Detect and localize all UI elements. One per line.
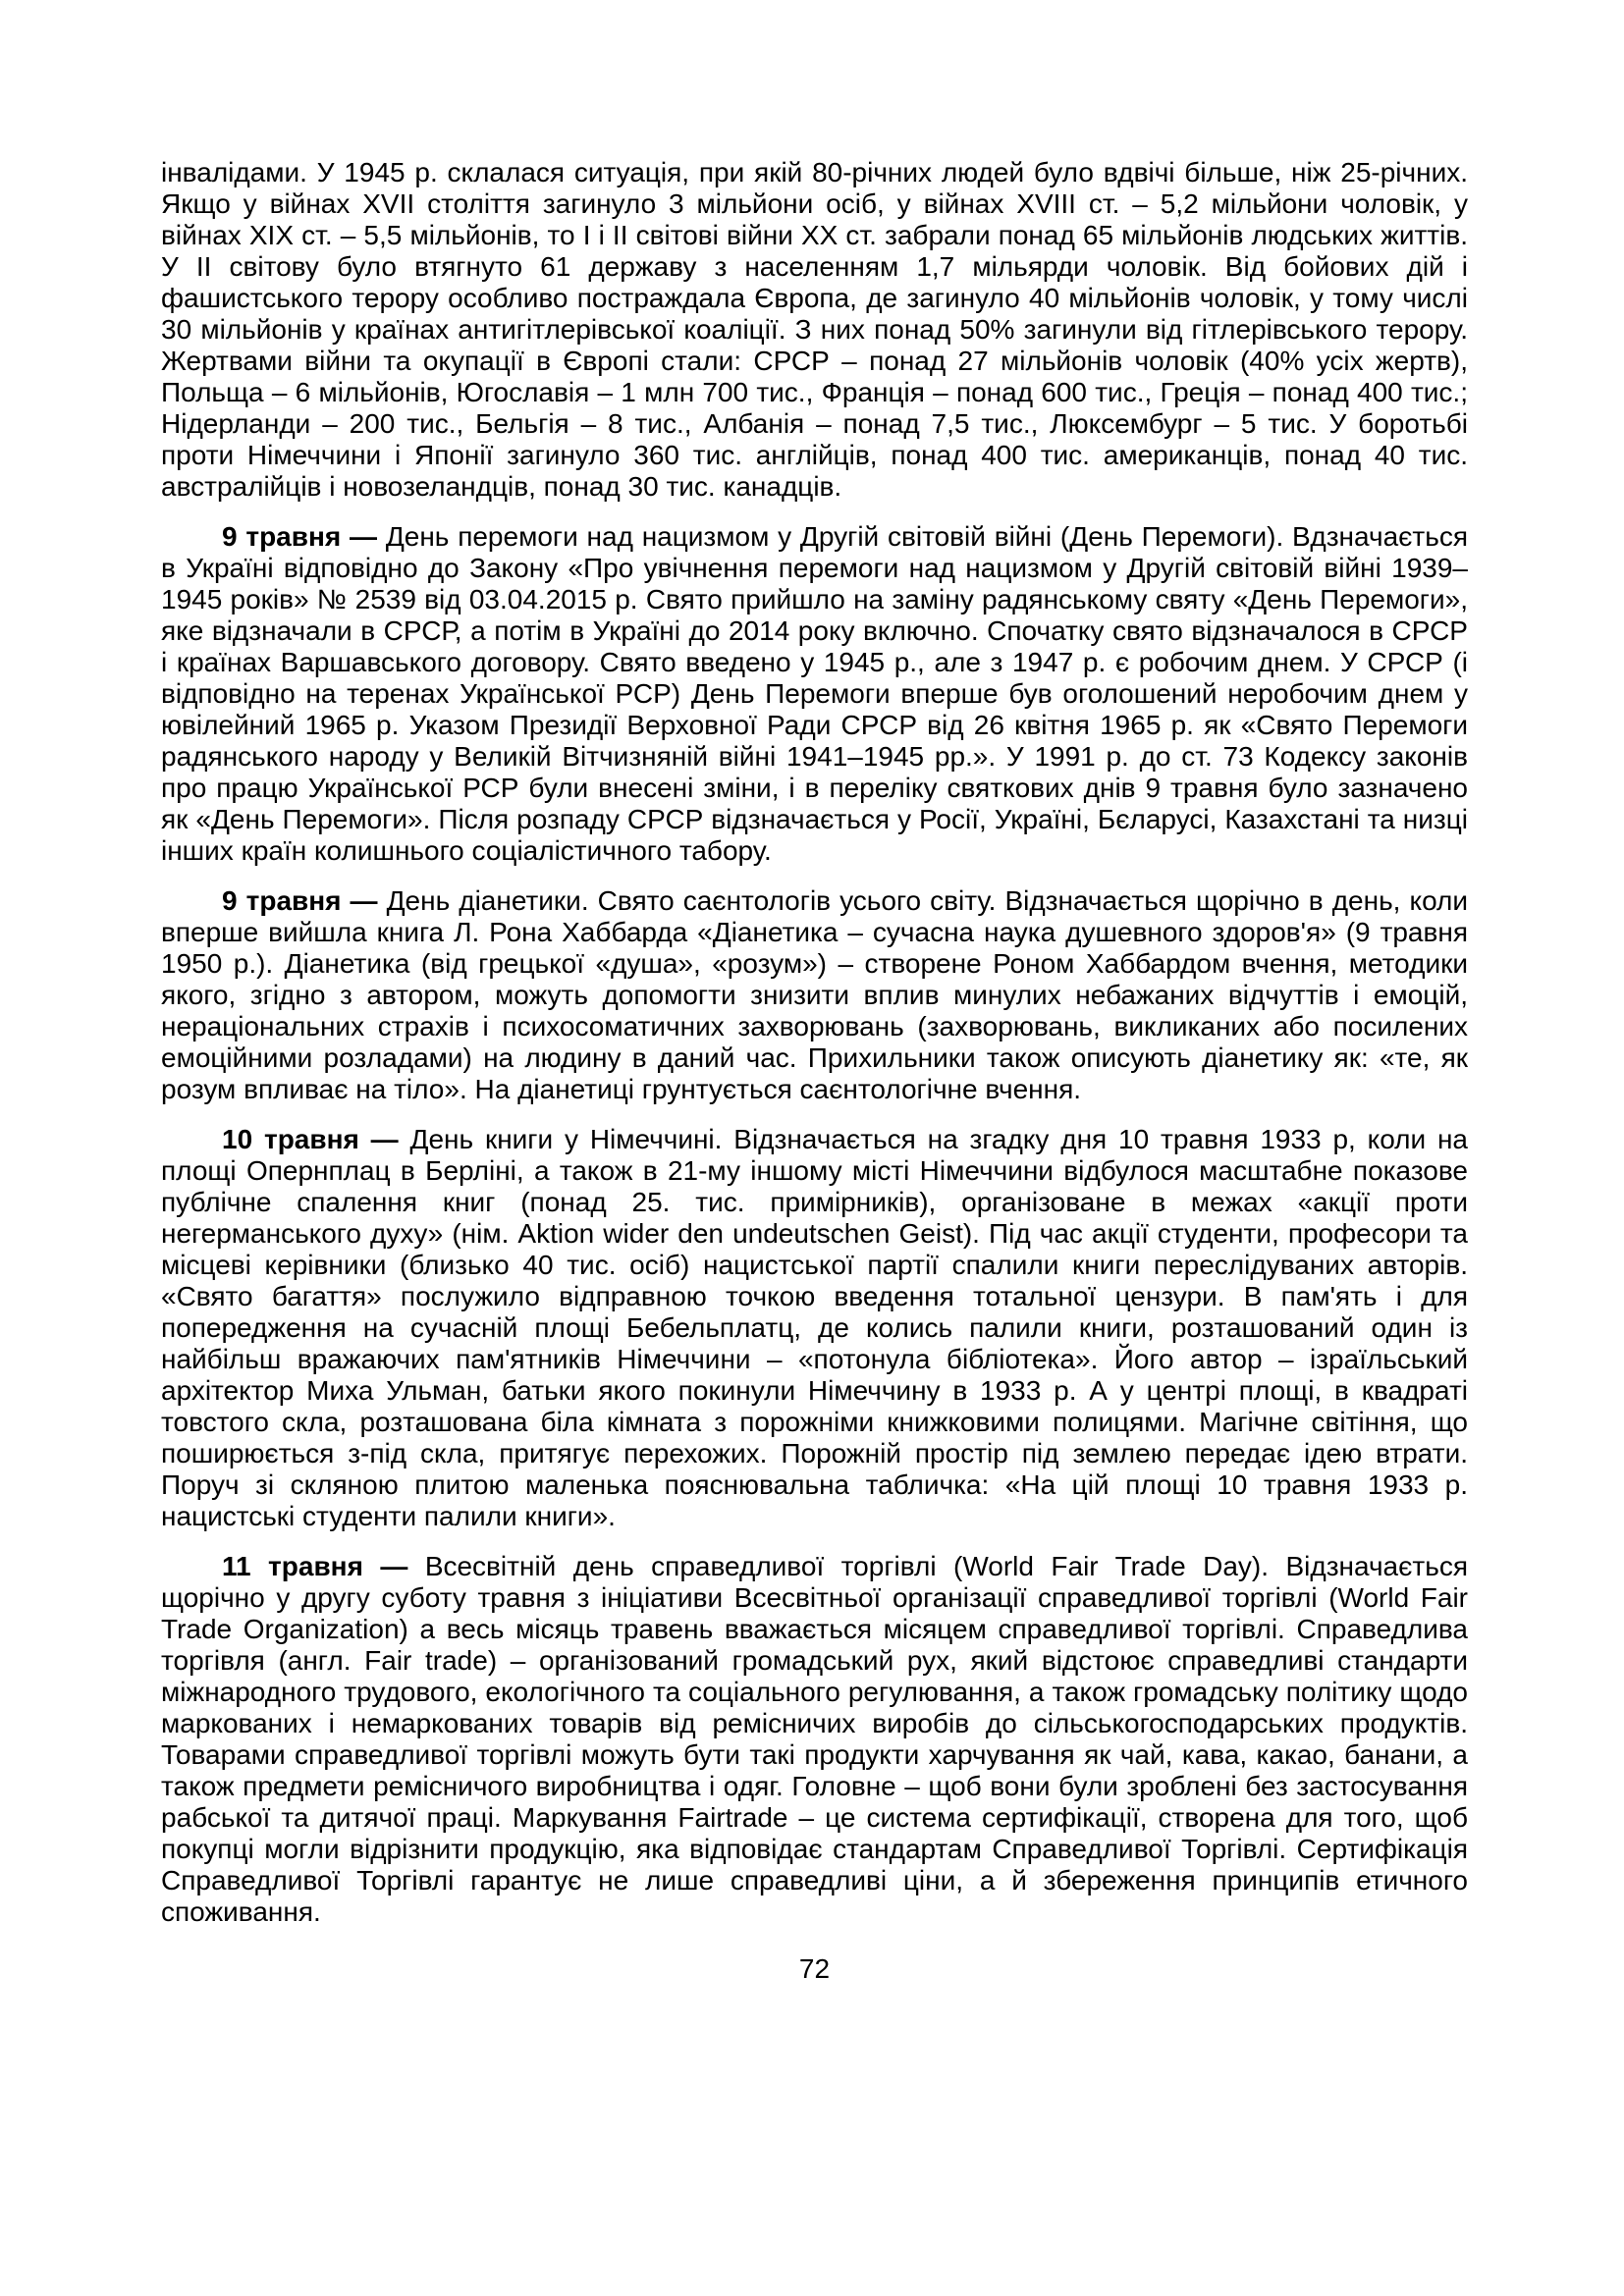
paragraph-text: День книги у Німеччині. Відзначається на згадку дня 10 травня 1933 р, коли на площі Опернплац в Берліні, а також в 21-му іншому місті Німеччини відбулося масштабне показове публічне спалення книг (понад 25. тис. примірників), організоване в межах «акції проти негерманського духу» (нім. Aktion wider den undeutschen Geist). Під час акції студенти, професори та місцеві керівники (близько 40 тис. осіб) нацистської партії спалили книги переслідуваних авторів. «Свято багаття» послужило відправною точкою введення тотальної цензури. В пам'ять і для попередження на сучасній площі Бебельплатц, де колись палили книги, розташований один із найбільш вражаючих пам'ятників Німеччини – «потонула бібліотека». Його автор – ізраїльський архітектор Миха Ульман, батьки якого покинули Німеччину в 1933 р. А у центрі площі, в квадраті товстого скла, розташована біла кімната з порожніми книжковими полицями. Магічне світіння, що поширюється з-під скла, притягує перехожих. Порожній простір під землею передає ідею втрати. Поруч зі скляною плитою маленька пояснювальна табличка: «На цій площі 10 травня 1933 р. нацистські студенти палили книги». (161, 1124, 1468, 1531)
paragraph-text: Всесвітній день справедливої торгівлі (World Fair Trade Day). Відзначається щорічно у другу суботу травня з ініціативи Всесвітньої організації справедливої торгівлі (World Fair Trade Organization) а весь місяць травень вважається місяцем справедливої торгівлі. Справедлива торгівля (англ. Fair trade) – організований громадський рух, який відстоює справедливі стандарти міжнародного трудового, екологічного та соціального регулювання, а також громадську політику щодо маркованих і немаркованих товарів від ремісничих виробів до сільськогосподарських продуктів. Товарами справедливої торгівлі можуть бути такі продукти харчування як чай, кава, какао, банани, а також предмети ремісничого виробництва і одяг. Головне – щоб вони були зроблені без застосування рабської та дитячої праці. Маркування Fairtrade – це система сертифікації, створена для того, щоб покупці могли відрізнити продукцію, яка відповідає стандартам Справедливої Торгівлі. Сертифікація Справедливої Торгівлі гарантує не лише справедливі ціни, а й збереження принципів етичного споживання. (161, 1551, 1468, 1927)
date-heading (222, 1124, 410, 1154)
paragraph-9-may-victory-day (161, 521, 1468, 867)
em-dash: — (362, 1551, 425, 1581)
em-dash: — (341, 521, 386, 552)
paragraph-text: інвалідами. У 1945 р. склалася ситуація, при якій 80-річних людей було вдвічі більше, ніж 25-річних. Якщо у війнах XVII століття загинуло 3 мільйони осіб, у війнах XVIII ст. – 5,2 мільйони чоловік, у війнах XIX ст. – 5,5 мільйонів, то І і ІІ світові війни XX ст. забрали понад 65 мільйонів людських життів. У ІІ світову було втягнуто 61 державу з населенням 1,7 мільярди чоловік. Від бойових дій і фашистського терору особливо постраждала Європа, де загинуло 40 мільйонів чоловік, у тому числі 30 мільйонів у країнах антигітлерівської коаліції. З них понад 50% загинули від гітлерівського терору. Жертвами війни та окупації в Європі стали: СРСР – понад 27 мільйонів чоловік (40% усіх жертв), Польща – 6 мільйонів, Югославія – 1 млн 700 тис., Франція – понад 600 тис., Греція – понад 400 тис.; Нідерланди – 200 тис., Бельгія – 8 тис., Албанія – понад 7,5 тис., Люксембург – 5 тис. У боротьбі проти Німеччини і Японії загинуло 360 тис. англійців, понад 400 тис. американців, понад 40 тис. австралійців і новозеландців, понад 30 тис. канадців. (161, 157, 1468, 502)
em-dash: — (358, 1124, 410, 1154)
text-content (161, 157, 1468, 1928)
paragraph-10-may-book-day (161, 1124, 1468, 1532)
paragraph-intro-continuation (161, 157, 1468, 503)
date-label: 9 травня (222, 885, 342, 916)
date-heading (222, 885, 387, 916)
em-dash: — (341, 885, 387, 916)
paragraph-text: День діанетики. Свято саєнтологів усього світу. Відзначається щорічно в день, коли вперше вийшла книга Л. Рона Хаббарда «Діанетика – сучасна наука душевного здоров'я» (9 травня 1950 р.). Діанетика (від грецької «душа», «розум») – створене Роном Хаббардом вчення, методики якого, згідно з автором, можуть допомогти знизити вплив минулих небажаних відчуттів і емоцій, нераціональних страхів і психосоматичних захворювань (захворювань, викликаних або посилених емоційними розладами) на людину в даний час. Прихильники також описують діанетику як: «те, як розум впливає на тіло». На діанетиці грунтується саєнтологічне вчення. (161, 885, 1468, 1104)
date-label: 11 травня (222, 1551, 363, 1581)
date-heading (222, 1551, 425, 1581)
paragraph-11-may-fair-trade-day (161, 1551, 1468, 1928)
date-heading (222, 521, 386, 552)
page-number: 72 (798, 1953, 831, 1984)
date-label: 10 травня (222, 1124, 359, 1154)
paragraph-text: День перемоги над нацизмом у Другій світовій війні (День Перемоги). Вдзначається в Україні відповідно до Закону «Про увічнення перемоги над нацизмом у Другій світовій війні 1939–1945 років» № 2539 від 03.04.2015 р. Свято прийшло на заміну радянському святу «День Перемоги», яке відзначали в СРСР, а потім в Україні до 2014 року включно. Спочатку свято відзначалося в СРСР і країнах Варшавського договору. Свято введено у 1945 р., але з 1947 р. є робочим днем. У СРСР (і відповідно на теренах Української РСР) День Перемоги вперше був оголошений неробочим днем у ювілейний 1965 р. Указом Президії Верховної Ради СРСР від 26 квітня 1965 р. як «Свято Перемоги радянського народу у Великій Вітчизняній війні 1941–1945 рр.». У 1991 р. до ст. 73 Кодексу законів про працю Української РСР були внесені зміни, і в переліку святкових днів 9 травня було зазначено як «День Перемоги». Після розпаду СРСР відзначається у Росії, Україні, Бєларусі, Казахстані та низці інших країн колишнього соціалістичного табору. (161, 521, 1469, 866)
paragraph-9-may-dianetics-day (161, 885, 1468, 1105)
date-label: 9 травня (222, 521, 342, 552)
